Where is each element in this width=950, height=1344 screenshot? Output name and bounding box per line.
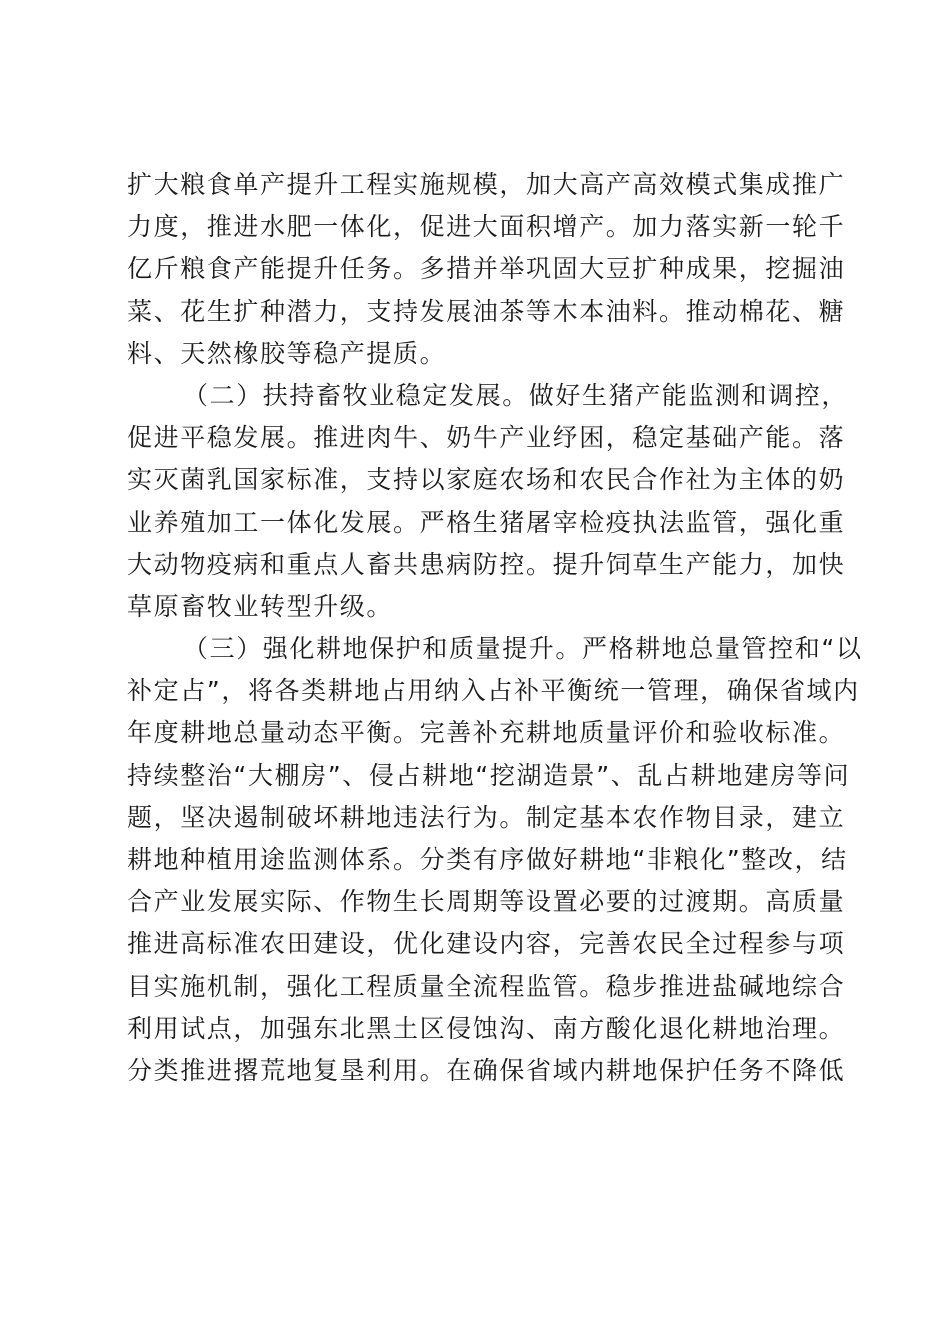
text-line: 力度，推进水肥一体化，促进大面积增产。加力落实新一轮千 [127, 212, 846, 242]
text-line: 题，坚决遏制破坏耕地违法行为。制定基本农作物目录，建立 [127, 802, 846, 832]
text-line: 推进高标准农田建设，优化建设内容，完善农民全过程参与项 [127, 929, 846, 959]
text-line: 料、天然橡胶等稳产提质。 [127, 338, 447, 368]
document-body [127, 164, 863, 1092]
text-line: 实灭菌乳国家标准，支持以家庭农场和农民合作社为主体的奶 [127, 465, 846, 495]
paragraph-animal-husbandry [127, 375, 849, 628]
text-line: 业养殖加工一体化发展。严格生猪屠宰检疫执法监管，强化重 [127, 507, 846, 537]
text-line: 草原畜牧业转型升级。 [127, 591, 394, 621]
text-line: 促进平稳发展。推进肉牛、奶牛产业纾困，稳定基础产能。落 [127, 423, 846, 453]
text-line: 利用试点，加强东北黑土区侵蚀沟、南方酸化退化耕地治理。 [127, 1013, 846, 1043]
paragraph-farmland-protection [127, 628, 863, 1092]
text-line: 补定占”，将各类耕地占用纳入占补平衡统一管理，确保省域内 [127, 676, 860, 706]
text-line: 分类推进撂荒地复垦利用。在确保省域内耕地保护任务不降低 [127, 1055, 846, 1085]
text-line: 扩大粮食单产提升工程实施规模，加大高产高效模式集成推广 [127, 170, 846, 199]
paragraph-grain-yield [127, 164, 846, 375]
section-heading-line: （三）强化耕地保护和质量提升。严格耕地总量管控和“以 [183, 634, 863, 664]
text-line: 目实施机制，强化工程质量全流程监管。稳步推进盐碱地综合 [127, 971, 846, 1001]
section-heading-line: （二）扶持畜牧业稳定发展。做好生猪产能监测和调控， [183, 380, 849, 410]
text-line: 持续整治“大棚房”、侵占耕地“挖湖造景”、乱占耕地建房等问 [127, 760, 851, 790]
text-line: 菜、花生扩种潜力，支持发展油茶等木本油料。推动棉花、糖 [127, 296, 846, 326]
text-line: 亿斤粮食产能提升任务。多措并举巩固大豆扩种成果，挖掘油 [127, 254, 846, 284]
text-line: 合产业发展实际、作物生长周期等设置必要的过渡期。高质量 [127, 887, 846, 917]
text-line: 年度耕地总量动态平衡。完善补充耕地质量评价和验收标准。 [127, 718, 846, 748]
text-line: 大动物疫病和重点人畜共患病防控。提升饲草生产能力，加快 [127, 549, 846, 579]
text-line: 耕地种植用途监测体系。分类有序做好耕地“非粮化”整改，结 [127, 845, 848, 874]
